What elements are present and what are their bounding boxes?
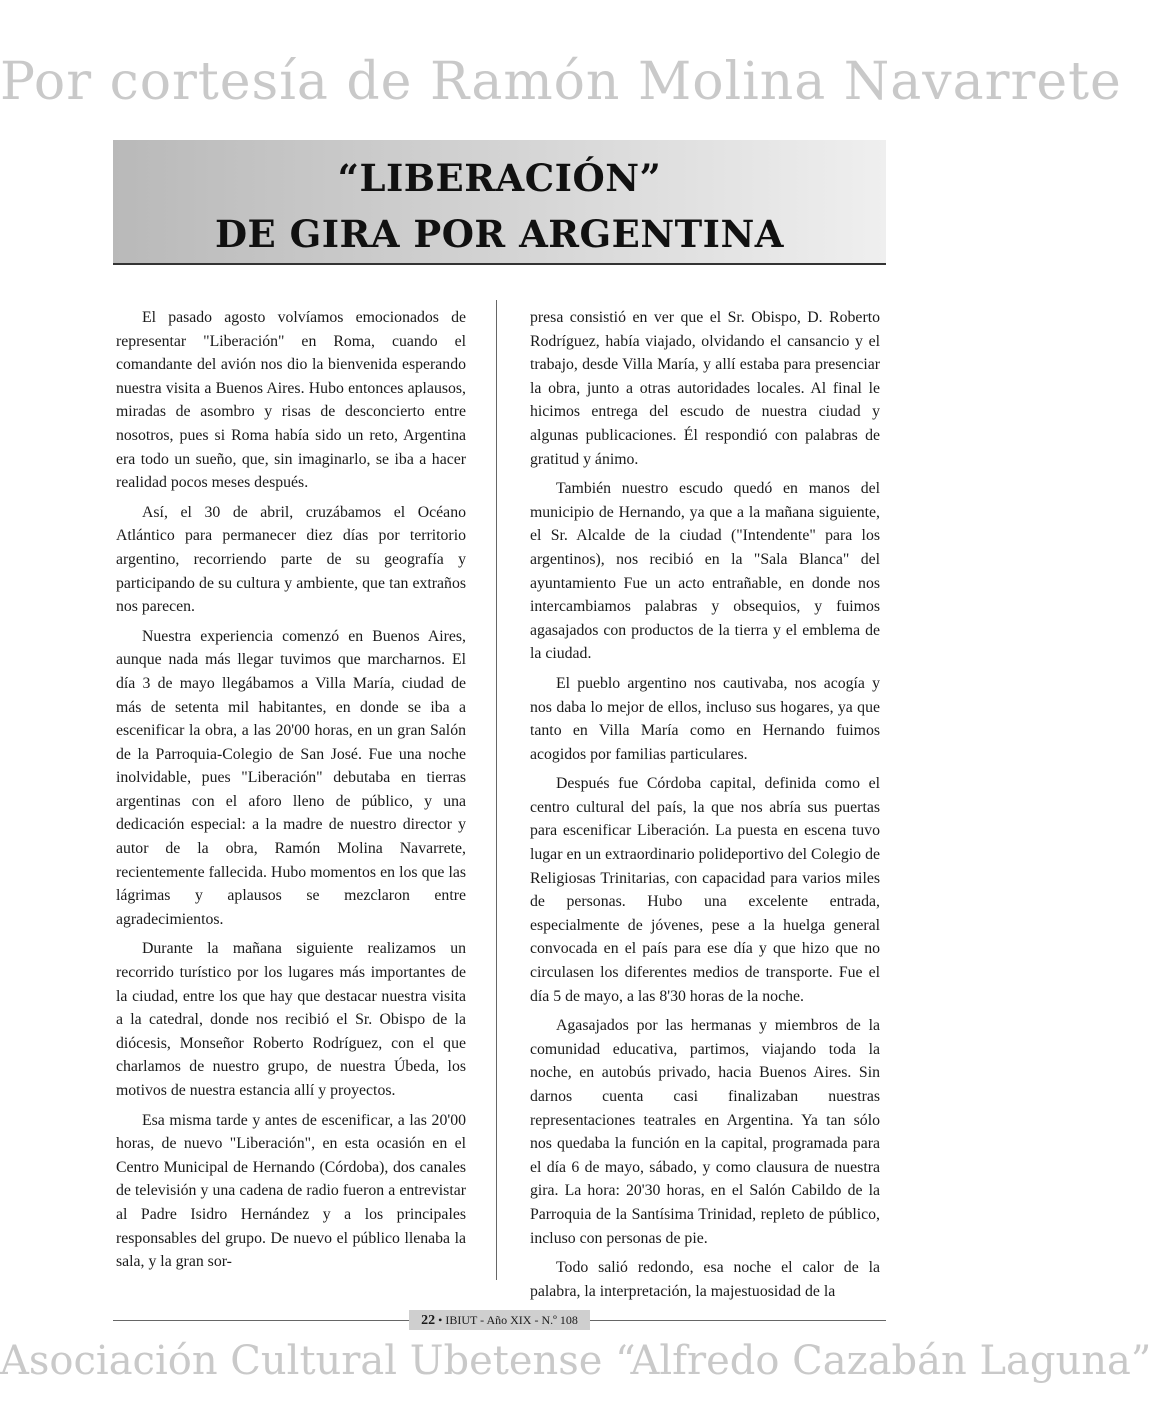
left-column — [116, 306, 466, 1280]
title-banner — [113, 140, 886, 265]
title-line-1: “LIBERACIÓN” — [337, 156, 662, 200]
paragraph: presa consistió en ver que el Sr. Obispo, D. Roberto Rodríguez, había viajado, olvidando el cansancio y el trabajo, desde Villa María, y allí estaba para presenciar la obra, junto a otras autoridades locales. Al final le hicimos entrega del escudo de nuestra ciudad y algunas publicaciones. Él respondió con palabras de gratitud y ánimo. — [530, 309, 880, 468]
right-column — [530, 306, 880, 1309]
paragraph: Agasajados por las hermanas y miembros de la comunidad educativa, partimos, viajando toda la noche, en autobús privado, hacia Buenos Aires. Sin darnos cuenta casi finalizaban nuestras representaciones teatrales en Argentina. Ya tan sólo nos quedaba la función en la capital, programada para el día 6 de mayo, sábado, y como clausura de nuestra gira. La hora: 20'30 horas, en el Salón Cabildo de la Parroquia de la Santísima Trinidad, repleto de público, incluso con personas de pie. — [530, 1017, 880, 1247]
paragraph: Después fue Córdoba capital, definida como el centro cultural del país, la que nos abría sus puertas para escenificar Liberación. La puesta en escena tuvo lugar en un extraordinario polideportivo del Colegio de Religiosas Trinitarias, con capacidad para varios miles de personas. Hubo una excelente entrada, especialmente de jóvenes, pese a la huelga general convocada en el país para ese día y que hizo que no circulasen los diferentes medios de transporte. Fue el día 5 de mayo, a las 8'30 horas de la noche. — [530, 775, 880, 1005]
paragraph: El pasado agosto volvíamos emocionados de representar "Liberación" en Roma, cuando el comandante del avión nos dio la bienvenida esperando nuestra visita a Buenos Aires. Hubo entonces aplausos, miradas de asombro y risas de desconcierto entre nosotros, pues si Roma había sido un reto, Argentina era todo un sueño, que, sin imaginarlo, se iba a hacer realidad pocos meses después. — [116, 309, 466, 492]
paragraph: Todo salió redondo, esa noche el calor de la palabra, la interpretación, la majestuosidad de la — [530, 1259, 880, 1300]
watermark-top: Por cortesía de Ramón Molina Navarrete — [0, 52, 1122, 112]
page-number: 22 — [421, 1313, 436, 1328]
column-divider — [496, 300, 497, 1280]
paragraph: Así, el 30 de abril, cruzábamos el Océano Atlántico para permanecer diez días por territorio argentino, recorriendo parte de su geografía y participando de su cultura y ambiente, que tan extraños nos parecen. — [116, 503, 466, 616]
footer-rule-right — [590, 1320, 886, 1321]
paragraph: Nuestra experiencia comenzó en Buenos Aires, aunque nada más llegar tuvimos que marcharnos. El día 3 de mayo llegábamos a Villa María, ciudad de más de setenta mil habitantes, en donde se iba a escenificar la obra, a las 20'00 horas, en un gran Salón de la Parroquia-Colegio de San José. Fue una noche inolvidable, pues "Liberación" debutaba en tierras argentinas con el aforo lleno de público, y una dedicación especial: a la madre de nuestro director y autor de la obra, Ramón Molina Navarrete, recientemente fallecida. Hubo momentos en los que las lágrimas y aplausos se mezclaron entre agradecimientos. — [116, 627, 466, 928]
title-line-2: DE GIRA POR ARGENTINA — [214, 212, 785, 256]
footer-rule-left — [113, 1320, 409, 1321]
paragraph: El pueblo argentino nos cautivaba, nos acogía y nos daba lo mejor de ellos, incluso sus hogares, ya que tanto en Villa María como en Hernando fuimos acogidos por familias particulares. — [530, 674, 880, 763]
watermark-bottom: Asociación Cultural Ubetense “Alfredo Cazabán Laguna” — [0, 1338, 1151, 1384]
page-footer — [409, 1310, 590, 1330]
paragraph: Esa misma tarde y antes de escenificar, a las 20'00 horas, de nuevo "Liberación", en esta ocasión en el Centro Municipal de Hernando (Córdoba), dos canales de televisión y una cadena de radio fueron a entrevistar al Padre Isidro Hernández y a los principales responsables del grupo. De nuevo el público llenaba la sala, y la gran sor- — [116, 1111, 466, 1271]
paragraph: Durante la mañana siguiente realizamos un recorrido turístico por los lugares más importantes de la ciudad, entre los que hay que destacar nuestra visita a la catedral, donde nos recibió el Sr. Obispo de la diócesis, Monseñor Roberto Rodríguez, con el que charlamos de nuestro grupo, de nuestra Úbeda, los motivos de nuestra estancia allí y proyectos. — [116, 940, 466, 1099]
paragraph: También nuestro escudo quedó en manos del municipio de Hernando, ya que a la mañana siguiente, el Sr. Alcalde de la ciudad ("Intendente" para los argentinos), nos recibió en la "Sala Blanca" del ayuntamiento Fue un acto entrañable, en donde nos intercambiamos palabras y obsequios, y fuimos agasajados con productos de la tierra y el emblema de la ciudad. — [530, 480, 880, 663]
footer-publication: • IBIUT - Año XIX - N.º 108 — [438, 1313, 578, 1327]
